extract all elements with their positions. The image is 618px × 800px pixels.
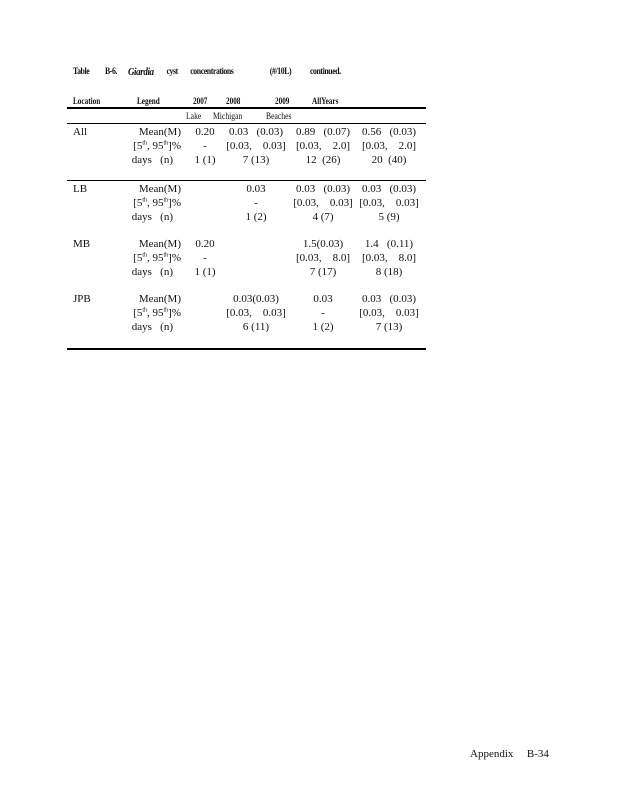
ordinal-suffix: th [163, 307, 169, 314]
percentile-range-cell: [0.03, 0.03] [359, 197, 419, 209]
percentile-text: ]% [168, 307, 181, 319]
percentile-range-cell: [0.03, 0.03] [226, 307, 286, 319]
legend-mean-label: Mean(M) [138, 126, 181, 138]
percentile-text: , 95 [147, 197, 164, 209]
mean-value-cell: 0.89 (0.07) [295, 126, 351, 138]
mean-value-cell: 1.5(0.03) [302, 238, 344, 250]
section-rule [67, 123, 426, 124]
header-location: Location [73, 96, 101, 106]
percentile-text: , 95 [147, 140, 164, 152]
ordinal-suffix: th [163, 140, 169, 147]
ordinal-suffix: th [163, 252, 169, 259]
mean-value-cell: 0.56 (0.03) [361, 126, 417, 138]
percentile-range-cell: [0.03, 2.0] [361, 140, 417, 152]
percentile-text: , 95 [147, 307, 164, 319]
caption-concentrations: concentrations [190, 67, 234, 77]
location-cell: All [73, 126, 88, 138]
percentile-range-cell: [0.03, 8.0] [361, 252, 417, 264]
mean-value-cell: 0.20 [195, 126, 215, 138]
mean-value-cell: 0.03(0.03) [233, 293, 279, 305]
percentile-range-cell: [0.03, 0.03] [226, 140, 286, 152]
legend-percentile-label [101, 251, 181, 265]
table-bottom-rule [67, 348, 426, 350]
mean-value-cell: 0.20 [195, 238, 215, 250]
days-count-cell: 7 (13) [375, 321, 403, 333]
mean-value-cell: 0.03 (0.03) [295, 183, 351, 195]
mean-value-cell: 0.03 (0.03) [361, 183, 417, 195]
section-label-michigan: Michigan [213, 111, 243, 121]
caption-cyst: cyst [166, 67, 178, 77]
legend-mean-label: Mean(M) [138, 238, 181, 250]
days-count-cell: 7 (13) [242, 154, 270, 166]
percentile-text: ]% [168, 140, 181, 152]
days-count-cell: 1 (1) [194, 154, 216, 166]
ordinal-suffix: th [163, 197, 169, 204]
header-legend: Legend [137, 96, 160, 106]
legend-percentile-label [101, 139, 181, 153]
days-count-cell: 8 (18) [375, 266, 403, 278]
ordinal-suffix: th [142, 252, 147, 259]
header-rule [67, 107, 426, 109]
days-count-cell: 6 (11) [242, 321, 270, 333]
legend-mean-label: Mean(M) [138, 293, 181, 305]
percentile-range-cell: [0.03, 0.03] [293, 197, 353, 209]
percentile-text: ]% [168, 197, 181, 209]
legend-days-label: days (n) [131, 211, 173, 223]
percentile-text: ]% [168, 252, 181, 264]
percentile-text: [5 [133, 197, 143, 209]
percentile-range-cell: [0.03, 8.0] [295, 252, 351, 264]
legend-mean-label: Mean(M) [138, 183, 181, 195]
row-separator [67, 180, 426, 181]
percentile-range-cell: [0.03, 0.03] [359, 307, 419, 319]
caption-organism: Giardia [127, 66, 154, 78]
mean-value-cell: 0.03 (0.03) [228, 126, 284, 138]
percentile-range-cell: - [254, 197, 258, 209]
days-count-cell: 1 (1) [194, 266, 216, 278]
days-count-cell: 7 (17) [309, 266, 337, 278]
location-cell: JPB [73, 293, 91, 305]
percentile-range-cell: - [203, 252, 207, 264]
section-label-beaches: Beaches [266, 111, 292, 121]
percentile-range-cell: - [203, 140, 207, 152]
location-cell: LB [73, 183, 88, 195]
legend-days-label: days (n) [131, 321, 173, 333]
legend-percentile-label [101, 306, 181, 320]
days-count-cell: 20 (40) [371, 154, 407, 166]
page-footer [470, 748, 549, 760]
caption-continued: continued. [309, 67, 341, 77]
section-label-lake: Lake [186, 111, 202, 121]
location-cell: MB [73, 238, 91, 250]
days-count-cell: 4 (7) [312, 211, 334, 223]
caption-table-number: B-6. [104, 67, 117, 77]
percentile-range-cell: - [321, 307, 325, 319]
caption-unit: (#/10L) [269, 67, 292, 77]
days-count-cell: 5 (9) [378, 211, 400, 223]
percentile-text: , 95 [147, 252, 164, 264]
footer-appendix: Appendix [470, 748, 514, 760]
percentile-range-cell: [0.03, 2.0] [295, 140, 351, 152]
days-count-cell: 1 (2) [245, 211, 267, 223]
ordinal-suffix: th [142, 140, 147, 147]
table-caption [73, 67, 401, 81]
mean-value-cell: 0.03 [313, 293, 333, 305]
days-count-cell: 12 (26) [305, 154, 341, 166]
caption-table-label: Table [73, 67, 90, 77]
days-count-cell: 1 (2) [312, 321, 334, 333]
mean-value-cell: 1.4 (0.11) [364, 238, 414, 250]
legend-percentile-label [101, 196, 181, 210]
percentile-text: [5 [133, 307, 143, 319]
mean-value-cell: 0.03 (0.03) [361, 293, 417, 305]
mean-value-cell: 0.03 [246, 183, 266, 195]
header-2007: 2007 [193, 96, 208, 106]
header-all-years: AllYears [312, 96, 339, 106]
footer-page-number: B-34 [526, 748, 549, 760]
ordinal-suffix: th [142, 307, 147, 314]
header-2009: 2009 [275, 96, 290, 106]
percentile-text: [5 [133, 252, 143, 264]
legend-days-label: days (n) [131, 154, 173, 166]
header-2008: 2008 [226, 96, 241, 106]
ordinal-suffix: th [142, 197, 147, 204]
percentile-text: [5 [133, 140, 143, 152]
legend-days-label: days (n) [131, 266, 173, 278]
